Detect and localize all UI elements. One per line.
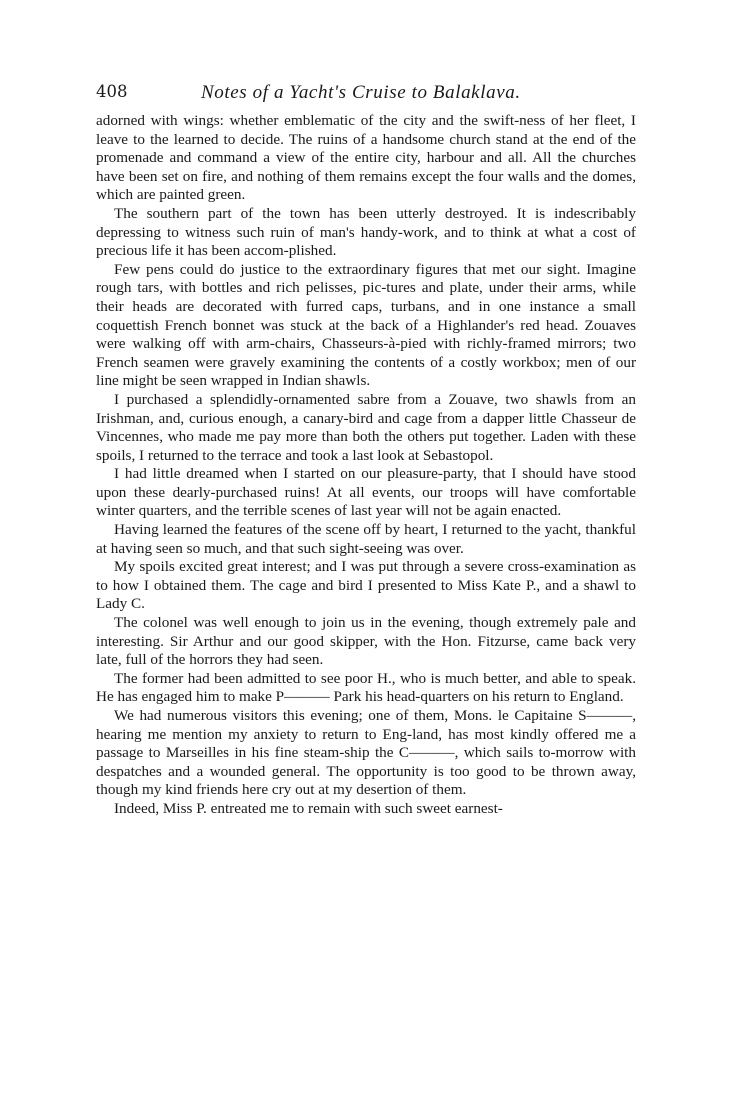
paragraph: adorned with wings: whether emblematic of the city and the swift-ness of her fleet, I leave to the learned to decide. The ruins of a handsome church stand at the end of the promenade and command a view of the entire city, harbour and all. All the churches have been set on fire, and nothing of them remains except the four walls and the domes, which are painted green. (96, 112, 636, 204)
body-text (96, 112, 636, 819)
paragraph: I had little dreamed when I started on our pleasure-party, that I should have stood upon these dearly-purchased ruins! At all events, our troops will have comfortable winter quarters, and the terrible scenes of last year will not be again enacted. (96, 465, 636, 520)
paragraph: The colonel was well enough to join us in the evening, though extremely pale and interesting. Sir Arthur and our good skipper, with the Hon. Fitzurse, came back very late, full of the horrors they had seen. (96, 614, 636, 669)
paragraph: Few pens could do justice to the extraordinary figures that met our sight. Imagine rough tars, with bottles and rich pelisses, pic-tures and plate, under their arms, while their heads are decorated with furred caps, turbans, and in one instance a small coquettish French bonnet was stuck at the back of a Highlander's red head. Zouaves were walking off with arm-chairs, Chasseurs-à-pied with richly-framed mirrors; two French seamen were gravely examining the contents of a costly workbox; men of our line might be seen wrapped in Indian shawls. (96, 260, 636, 390)
running-title: Notes of a Yacht's Cruise to Balaklava. (201, 82, 521, 103)
paragraph: The southern part of the town has been utterly destroyed. It is indescribably depressing to witness such ruin of man's handy-work, and to think at what a cost of precious life it has been accom-plished. (96, 204, 636, 260)
paragraph: I purchased a splendidly-ornamented sabre from a Zouave, two shawls from an Irishman, and, curious enough, a canary-bird and cage from a dapper little Chasseur de Vincennes, who made me pay more than both the others put together. Laden with these spoils, I returned to the terrace and took a last look at Sebastopol. (96, 390, 636, 464)
paragraph: My spoils excited great interest; and I was put through a severe cross-examination as to how I obtained them. The cage and bird I presented to Miss Kate P., and a shawl to Lady C. (96, 558, 636, 613)
page-number: 408 (96, 82, 128, 101)
paragraph: Indeed, Miss P. entreated me to remain with such sweet earnest- (114, 799, 503, 817)
paragraph: Having learned the features of the scene off by heart, I returned to the yacht, thankful at having seen so much, and that such sight-seeing was over. (96, 521, 636, 557)
book-page (96, 82, 636, 819)
page-header (96, 82, 636, 112)
paragraph: The former had been admitted to see poor H., who is much better, and able to speak. He has engaged him to make P——— Park his head-quarters on his return to England. (96, 669, 636, 706)
paragraph: We had numerous visitors this evening; one of them, Mons. le Capitaine S———, hearing me mention my anxiety to return to Eng-land, has most kindly offered me a passage to Marseilles in his fine steam-ship the C———, which sails to-morrow with despatches and a wounded general. The opportunity is too good to be thrown away, though my kind friends here cry out at my desertion of them. (96, 707, 636, 799)
